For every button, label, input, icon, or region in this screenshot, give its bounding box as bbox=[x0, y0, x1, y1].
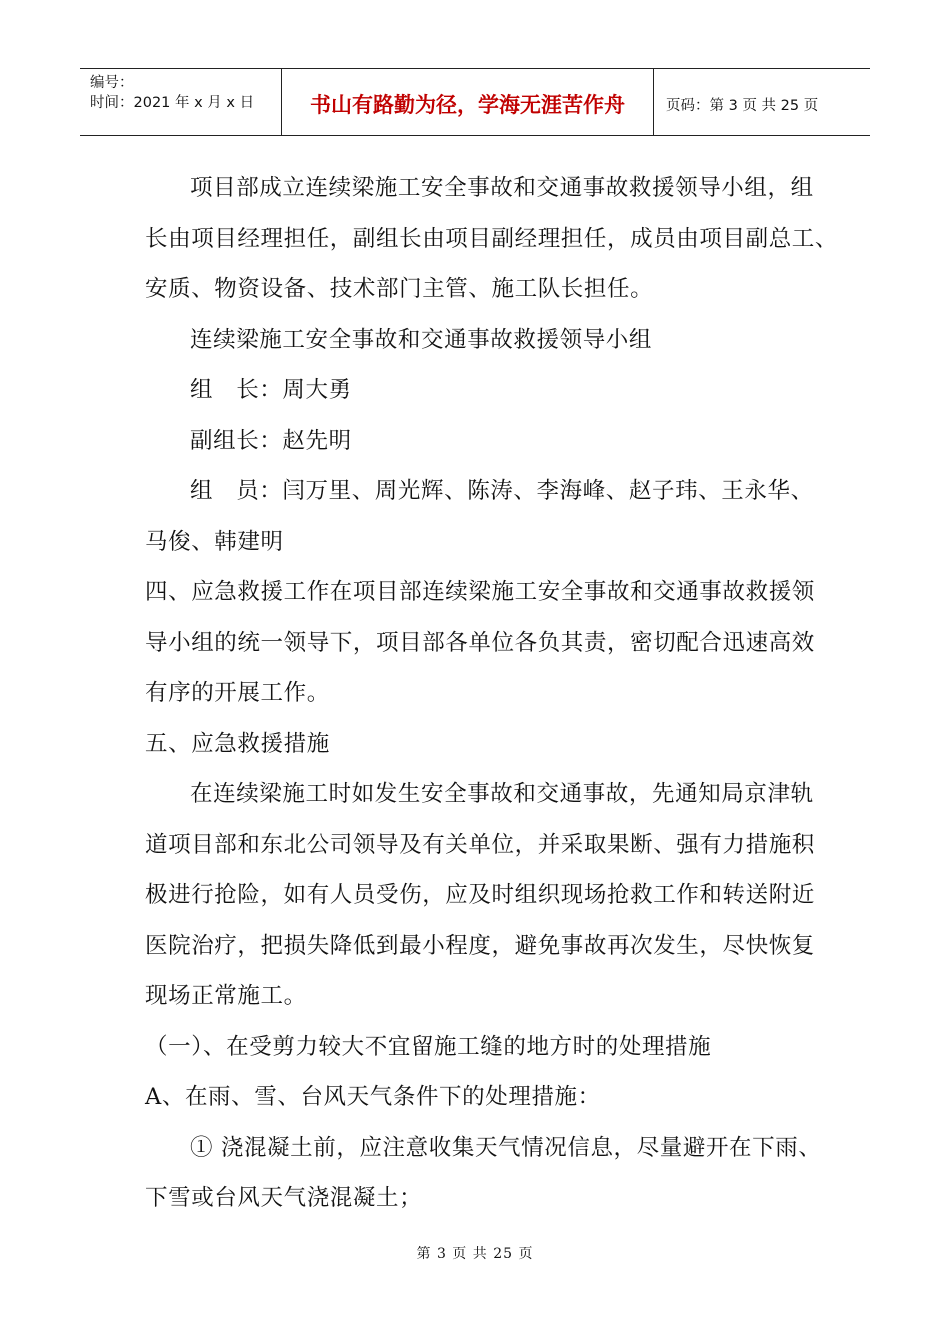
paragraph-line: 医院治疗，把损失降低到最小程度，避免事故再次发生，尽快恢复 bbox=[145, 932, 815, 959]
header-meta bbox=[80, 69, 282, 135]
section-heading-4: 四、应急救援工作在项目部连续梁施工安全事故和交通事故救援领 bbox=[145, 579, 815, 605]
group-members: 组 员：闫万里、周光辉、陈涛、李海峰、赵子玮、王永华、 bbox=[190, 478, 814, 504]
document-number-label: 编号： bbox=[90, 75, 134, 91]
paragraph-line: 在连续梁施工时如发生安全事故和交通事故，先通知局京津轨 bbox=[190, 781, 814, 807]
group-deputy-leader: 副组长：赵先明 bbox=[190, 427, 352, 454]
paragraph-line: 现场正常施工。 bbox=[145, 983, 307, 1009]
list-item: ① 浇混凝土前，应注意收集天气情况信息，尽量避开在下雨、 bbox=[190, 1134, 822, 1161]
page-footer: 第 3 页 共 25 页 bbox=[416, 1246, 534, 1262]
list-item-continued: 下雪或台风天气浇混凝土； bbox=[145, 1185, 423, 1211]
paragraph-line: 导小组的统一领导下，项目部各单位各负其责，密切配合迅速高效 bbox=[145, 629, 815, 656]
document-body bbox=[145, 163, 839, 1224]
subsection-heading: （一）、在受剪力较大不宜留施工缝的地方时的处理措施 bbox=[145, 1033, 712, 1060]
paragraph-line: 项目部成立连续梁施工安全事故和交通事故救援领导小组，组 bbox=[190, 175, 814, 201]
section-heading-5: 五、应急救援措施 bbox=[145, 730, 330, 757]
paragraph-line: 有序的开展工作。 bbox=[145, 680, 330, 706]
paragraph-line: 极进行抢险，如有人员受伤，应及时组织现场抢救工作和转送附近 bbox=[145, 882, 815, 908]
group-title: 连续梁施工安全事故和交通事故救援领导小组 bbox=[190, 326, 653, 353]
paragraph-line: 道项目部和东北公司领导及有关单位，并采取果断、强有力措施积 bbox=[145, 831, 815, 858]
document-time-label: 时间：2021 年 x 月 x 日 bbox=[90, 95, 255, 111]
group-members-continued: 马俊、韩建明 bbox=[145, 528, 284, 555]
header-motto: 书山有路勤为径，学海无涯苦作舟 bbox=[282, 69, 654, 135]
paragraph-line: 长由项目经理担任，副组长由项目副经理担任，成员由项目副总工、 bbox=[145, 225, 839, 252]
page-header bbox=[80, 68, 870, 136]
paragraph-line: 安质、物资设备、技术部门主管、施工队长担任。 bbox=[145, 276, 654, 302]
header-page-info: 页码：第 3 页 共 25 页 bbox=[666, 97, 819, 114]
subsection-item-a: A、在雨、雪、台风天气条件下的处理措施： bbox=[145, 1084, 601, 1110]
group-leader: 组 长：周大勇 bbox=[190, 377, 352, 403]
